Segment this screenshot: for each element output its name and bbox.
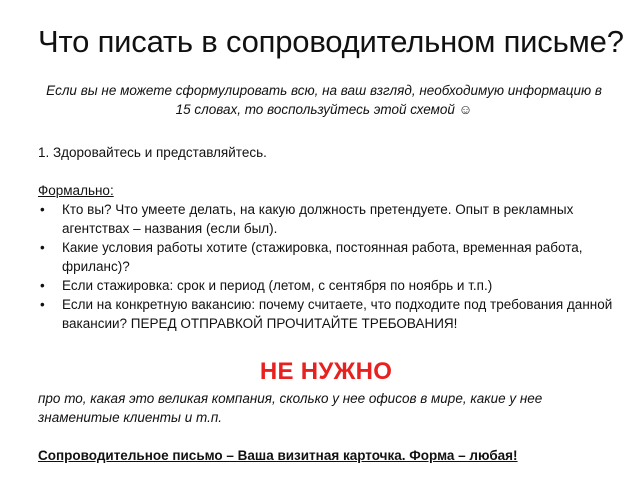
bullet-icon: • — [40, 202, 45, 217]
list-item — [38, 276, 614, 295]
slide-title: Что писать в сопроводительном письме? — [38, 24, 624, 59]
list-item — [38, 238, 614, 276]
list-item-text: Кто вы? Что умеете делать, на какую должность претендуете. Опыт в рекламных агентствах – названия (если был). — [62, 202, 574, 236]
list-item-text: Какие условия работы хотите (стажировка, постоянная работа, временная работа, фриланс)? — [62, 240, 583, 274]
formal-label: Формально: — [38, 183, 114, 198]
not-needed-heading: НЕ НУЖНО — [259, 358, 393, 385]
list-item — [38, 200, 614, 238]
slide-subtitle: Если вы не можете сформулировать всю, на ваш взгляд, необходимую информацию в 15 словах, то воспользуйтесь этой схемой ☺ — [46, 83, 602, 117]
requirements-list — [38, 200, 614, 333]
bullet-icon: • — [40, 278, 45, 293]
list-item-text: Если на конкретную вакансию: почему считаете, что подходите под требования данной вакансии? ПЕРЕД ОТПРАВКОЙ ПРОЧИТАЙТЕ ТРЕБОВАНИЯ! — [62, 297, 613, 331]
not-needed-note: про то, какая это великая компания, сколько у нее офисов в мире, какие у нее знаменитые клиенты и т.п. — [38, 391, 543, 425]
step-one-text: 1. Здоровайтесь и представляйтесь. — [38, 145, 267, 160]
conclusion-text: Сопроводительное письмо – Ваша визитная карточка. Форма – любая! — [38, 448, 518, 463]
list-item — [38, 295, 614, 333]
bullet-icon: • — [40, 240, 45, 255]
bullet-icon: • — [40, 297, 45, 312]
list-item-text: Если стажировка: срок и период (летом, с сентября по ноябрь и т.п.) — [62, 278, 493, 293]
